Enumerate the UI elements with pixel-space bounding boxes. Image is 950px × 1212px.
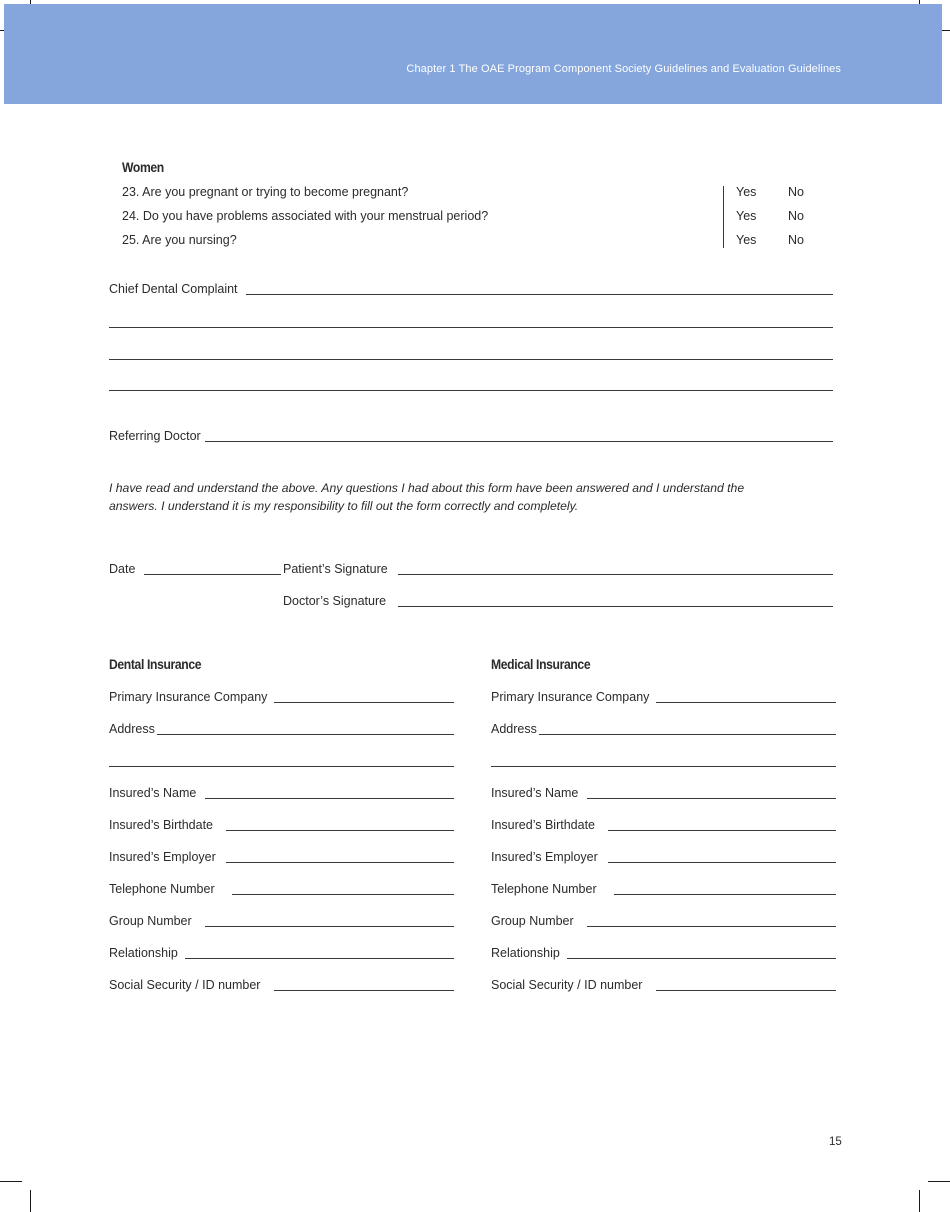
no-option-23[interactable]: No	[788, 185, 804, 199]
medical-relationship-label: Relationship	[491, 946, 560, 960]
chief-complaint-field[interactable]	[246, 294, 833, 295]
dental-group-number-field[interactable]	[205, 926, 454, 927]
chief-complaint-label: Chief Dental Complaint	[109, 282, 238, 296]
date-field[interactable]	[144, 574, 281, 575]
dental-ssn-field[interactable]	[274, 990, 454, 991]
dental-relationship-label: Relationship	[109, 946, 178, 960]
dental-address-field[interactable]	[157, 734, 454, 735]
medical-relationship-field[interactable]	[567, 958, 836, 959]
medical-address-field[interactable]	[539, 734, 836, 735]
yes-option-24[interactable]: Yes	[736, 209, 757, 223]
medical-insured-name-field[interactable]	[587, 798, 836, 799]
chief-complaint-field-line-4[interactable]	[109, 390, 833, 391]
medical-insurance-heading: Medical Insurance	[491, 657, 591, 672]
medical-address-field-line-2[interactable]	[491, 766, 836, 767]
crop-mark	[928, 1181, 950, 1182]
question-24: 24. Do you have problems associated with your menstrual period?	[122, 209, 489, 223]
medical-telephone-field[interactable]	[614, 894, 836, 895]
referring-doctor-field[interactable]	[205, 441, 833, 442]
medical-primary-label: Primary Insurance Company	[491, 690, 650, 704]
header-band	[4, 4, 942, 104]
dental-insured-name-label: Insured’s Name	[109, 786, 197, 800]
page-number: 15	[829, 1136, 842, 1148]
chief-complaint-field-line-2[interactable]	[109, 327, 833, 328]
running-title: Chapter 1 The OAE Program Component Society Guidelines and Evaluation Guidelines	[406, 63, 841, 75]
dental-insured-birthdate-label: Insured’s Birthdate	[109, 818, 213, 832]
medical-telephone-label: Telephone Number	[491, 882, 597, 896]
medical-primary-field[interactable]	[656, 702, 836, 703]
dental-group-number-label: Group Number	[109, 914, 192, 928]
dental-telephone-label: Telephone Number	[109, 882, 215, 896]
medical-insured-employer-field[interactable]	[608, 862, 836, 863]
medical-insured-birthdate-label: Insured’s Birthdate	[491, 818, 595, 832]
dental-primary-label: Primary Insurance Company	[109, 690, 268, 704]
dental-relationship-field[interactable]	[185, 958, 454, 959]
medical-ssn-label: Social Security / ID number	[491, 978, 643, 992]
medical-insured-birthdate-field[interactable]	[608, 830, 836, 831]
medical-address-label: Address	[491, 722, 537, 736]
answer-divider	[723, 186, 724, 248]
yes-option-25[interactable]: Yes	[736, 233, 757, 247]
medical-group-number-label: Group Number	[491, 914, 574, 928]
acknowledgement-statement: I have read and understand the above. Any questions I had about this form have been answered and I understand the answers. I understand it is my responsibility to fill out the form correctly and completely.	[109, 481, 745, 513]
dental-telephone-field[interactable]	[232, 894, 454, 895]
crop-mark	[919, 1190, 920, 1212]
crop-mark	[30, 1190, 31, 1212]
doctor-signature-label: Doctor’s Signature	[283, 594, 387, 608]
no-option-24[interactable]: No	[788, 209, 804, 223]
women-heading: Women	[122, 160, 164, 175]
medical-group-number-field[interactable]	[587, 926, 836, 927]
dental-insured-employer-label: Insured’s Employer	[109, 850, 216, 864]
dental-primary-field[interactable]	[274, 702, 454, 703]
medical-ssn-field[interactable]	[656, 990, 836, 991]
yes-option-23[interactable]: Yes	[736, 185, 757, 199]
doctor-signature-field[interactable]	[398, 606, 833, 607]
referring-doctor-label: Referring Doctor	[109, 429, 201, 443]
medical-insured-name-label: Insured’s Name	[491, 786, 579, 800]
dental-insured-name-field[interactable]	[205, 798, 454, 799]
dental-ssn-label: Social Security / ID number	[109, 978, 261, 992]
medical-insured-employer-label: Insured’s Employer	[491, 850, 598, 864]
dental-insured-employer-field[interactable]	[226, 862, 454, 863]
dental-address-field-line-2[interactable]	[109, 766, 454, 767]
dental-insured-birthdate-field[interactable]	[226, 830, 454, 831]
dental-address-label: Address	[109, 722, 155, 736]
chief-complaint-field-line-3[interactable]	[109, 359, 833, 360]
crop-mark	[0, 1181, 22, 1182]
dental-insurance-heading: Dental Insurance	[109, 657, 202, 672]
question-25: 25. Are you nursing?	[122, 233, 237, 247]
patient-signature-label: Patient’s Signature	[283, 562, 388, 576]
question-23: 23. Are you pregnant or trying to become pregnant?	[122, 185, 409, 199]
patient-signature-field[interactable]	[398, 574, 833, 575]
date-label: Date	[109, 562, 136, 576]
no-option-25[interactable]: No	[788, 233, 804, 247]
